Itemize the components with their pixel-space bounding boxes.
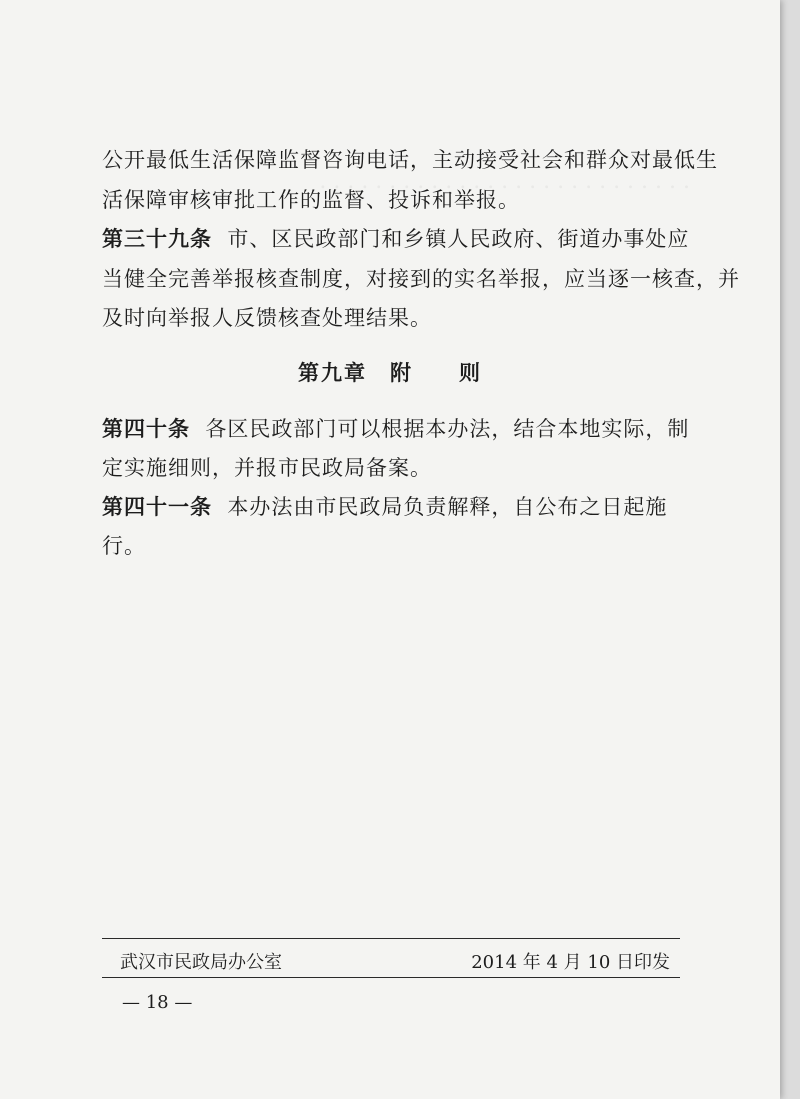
page-number: — 18 — [122, 992, 193, 1013]
article-40-label: 第四十条 [102, 416, 190, 441]
article-40-text: 各区民政部门可以根据本办法，结合本地实际，制 [205, 417, 690, 441]
chapter-heading: 第九章 附 则 [298, 360, 482, 385]
issuer-name: 武汉市民政局办公室 [120, 952, 282, 973]
footer-rule-top [102, 938, 680, 939]
body-line: 定实施细则，并报市民政局备案。 [102, 456, 432, 480]
article-41-label: 第四十一条 [102, 494, 212, 519]
issue-date: 2014 年 4 月 10 日印发 [471, 952, 670, 973]
body-line: 行。 [102, 534, 146, 558]
article-39-label: 第三十九条 [102, 226, 212, 251]
article-41-text: 本办法由市民政局负责解释，自公布之日起施 [227, 495, 668, 519]
body-line: 当健全完善举报核查制度，对接到的实名举报，应当逐一核查，并 [102, 267, 740, 291]
body-line: 及时向举报人反馈核查处理结果。 [102, 306, 432, 330]
body-line: 公开最低生活保障监督咨询电话，主动接受社会和群众对最低生 [102, 148, 718, 172]
show-through-text: . . . . . . . . . . . . . . . . . . . . . . . . . . . [319, 169, 690, 194]
article-39 [102, 223, 689, 253]
article-40 [102, 413, 689, 443]
body-line: 活保障审核审批工作的监督、投诉和举报。 [102, 188, 520, 212]
article-39-text: 市、区民政部门和乡镇人民政府、街道办事处应 [227, 227, 690, 251]
footer-rule-bottom [102, 977, 680, 978]
article-41 [102, 491, 667, 521]
